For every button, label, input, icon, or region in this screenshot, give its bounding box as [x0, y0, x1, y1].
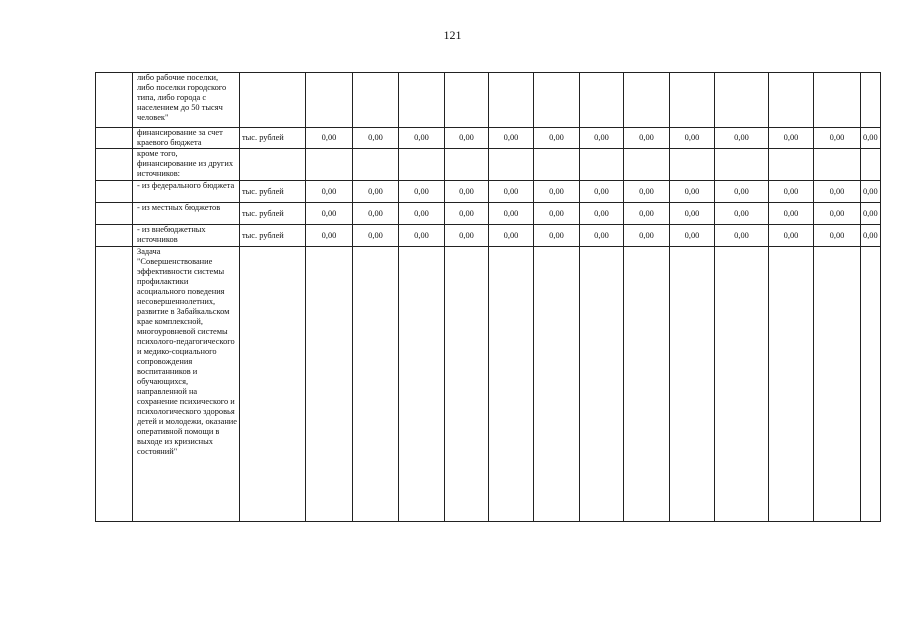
value-cell: 0,00	[445, 181, 489, 203]
value-cell: 0,00	[445, 225, 489, 247]
value-cell	[306, 73, 353, 128]
table-row	[96, 203, 881, 225]
value-cell	[306, 247, 353, 522]
row-description: - из местных бюджетов	[133, 203, 240, 225]
value-cell: 0,00	[580, 203, 624, 225]
value-cell: 0,00	[624, 128, 670, 149]
value-cell	[489, 73, 534, 128]
value-cell	[534, 149, 580, 181]
value-cell: 0,00	[489, 225, 534, 247]
value-cell	[715, 247, 769, 522]
value-cell	[580, 247, 624, 522]
value-cell: 0,00	[580, 225, 624, 247]
value-cell	[769, 73, 814, 128]
value-cell: 0,00	[489, 128, 534, 149]
row-index-cell	[96, 149, 133, 181]
row-unit	[240, 149, 306, 181]
value-cell: 0,00	[670, 203, 715, 225]
row-unit	[240, 247, 306, 522]
value-cell: 0,00	[353, 203, 399, 225]
value-cell	[445, 149, 489, 181]
value-cell	[624, 73, 670, 128]
row-description: финансирование за счет краевого бюджета	[133, 128, 240, 149]
value-cell: 0,00	[715, 203, 769, 225]
value-cell	[445, 73, 489, 128]
value-cell: 0,00	[306, 181, 353, 203]
value-cell	[715, 73, 769, 128]
value-cell	[489, 247, 534, 522]
value-cell: 0,00	[399, 128, 445, 149]
value-cell: 0,00	[670, 128, 715, 149]
value-cell	[670, 73, 715, 128]
value-cell	[624, 149, 670, 181]
value-cell: 0,00	[769, 225, 814, 247]
value-cell: 0,00	[489, 181, 534, 203]
value-cell: 0,00	[580, 181, 624, 203]
value-cell: 0,00	[670, 181, 715, 203]
page-number: 121	[443, 28, 462, 42]
value-cell	[489, 149, 534, 181]
value-cell: 0,00	[534, 181, 580, 203]
row-unit: тыс. рублей	[240, 203, 306, 225]
value-cell	[353, 149, 399, 181]
value-cell: 0,00	[534, 203, 580, 225]
value-cell: 0,00	[624, 181, 670, 203]
row-unit: тыс. рублей	[240, 128, 306, 149]
value-cell: 0,00	[861, 181, 881, 203]
value-cell	[814, 149, 861, 181]
value-cell	[399, 149, 445, 181]
value-cell	[814, 247, 861, 522]
row-description: - из внебюджетных источников	[133, 225, 240, 247]
value-cell	[580, 73, 624, 128]
row-index-cell	[96, 203, 133, 225]
value-cell: 0,00	[814, 225, 861, 247]
value-cell	[580, 149, 624, 181]
row-description: кроме того, финансирование из других источников:	[133, 149, 240, 181]
row-description: Задача "Совершенствование эффективности системы профилактики асоциального поведения несовершеннолетних, развитие в Забайкальском крае комплексной, многоуровневой системы психолого-педагогического и медико-социального сопровождения воспитанников и обучающихся, направленной на сохранение психического и психологического здоровья детей и молодежи, оказание оперативной помощи в выходе из кризисных состояний"	[133, 247, 240, 522]
value-cell: 0,00	[353, 181, 399, 203]
value-cell	[399, 247, 445, 522]
row-index-cell	[96, 181, 133, 203]
row-index-cell	[96, 73, 133, 128]
value-cell: 0,00	[814, 128, 861, 149]
table-row	[96, 149, 881, 181]
value-cell: 0,00	[306, 128, 353, 149]
table-row	[96, 247, 881, 522]
table-row	[96, 181, 881, 203]
value-cell: 0,00	[715, 225, 769, 247]
table-row	[96, 128, 881, 149]
value-cell: 0,00	[534, 128, 580, 149]
value-cell: 0,00	[769, 128, 814, 149]
value-cell	[534, 247, 580, 522]
value-cell: 0,00	[306, 225, 353, 247]
value-cell	[534, 73, 580, 128]
value-cell: 0,00	[489, 203, 534, 225]
value-cell	[861, 149, 881, 181]
table-row	[96, 73, 881, 128]
row-unit	[240, 73, 306, 128]
value-cell: 0,00	[399, 225, 445, 247]
value-cell	[399, 73, 445, 128]
value-cell: 0,00	[445, 203, 489, 225]
row-index-cell	[96, 247, 133, 522]
row-description: либо рабочие поселки, либо поселки городского типа, либо города с населением до 50 тысяч человек"	[133, 73, 240, 128]
value-cell: 0,00	[814, 203, 861, 225]
value-cell	[624, 247, 670, 522]
value-cell	[306, 149, 353, 181]
value-cell: 0,00	[769, 203, 814, 225]
value-cell: 0,00	[306, 203, 353, 225]
value-cell	[715, 149, 769, 181]
value-cell	[861, 247, 881, 522]
row-index-cell	[96, 225, 133, 247]
budget-table	[95, 72, 881, 522]
row-description: - из федерального бюджета	[133, 181, 240, 203]
value-cell: 0,00	[353, 225, 399, 247]
value-cell	[769, 247, 814, 522]
value-cell: 0,00	[534, 225, 580, 247]
table-row	[96, 225, 881, 247]
value-cell: 0,00	[769, 181, 814, 203]
value-cell	[861, 73, 881, 128]
value-cell	[670, 149, 715, 181]
value-cell	[445, 247, 489, 522]
value-cell: 0,00	[624, 225, 670, 247]
value-cell	[670, 247, 715, 522]
value-cell	[769, 149, 814, 181]
value-cell: 0,00	[814, 181, 861, 203]
value-cell: 0,00	[445, 128, 489, 149]
value-cell: 0,00	[624, 203, 670, 225]
value-cell: 0,00	[861, 225, 881, 247]
row-unit: тыс. рублей	[240, 225, 306, 247]
value-cell	[353, 73, 399, 128]
value-cell: 0,00	[715, 181, 769, 203]
value-cell: 0,00	[861, 128, 881, 149]
value-cell: 0,00	[670, 225, 715, 247]
value-cell: 0,00	[399, 203, 445, 225]
value-cell	[353, 247, 399, 522]
row-unit: тыс. рублей	[240, 181, 306, 203]
value-cell: 0,00	[580, 128, 624, 149]
value-cell: 0,00	[715, 128, 769, 149]
value-cell	[814, 73, 861, 128]
value-cell: 0,00	[353, 128, 399, 149]
row-index-cell	[96, 128, 133, 149]
value-cell: 0,00	[861, 203, 881, 225]
value-cell: 0,00	[399, 181, 445, 203]
